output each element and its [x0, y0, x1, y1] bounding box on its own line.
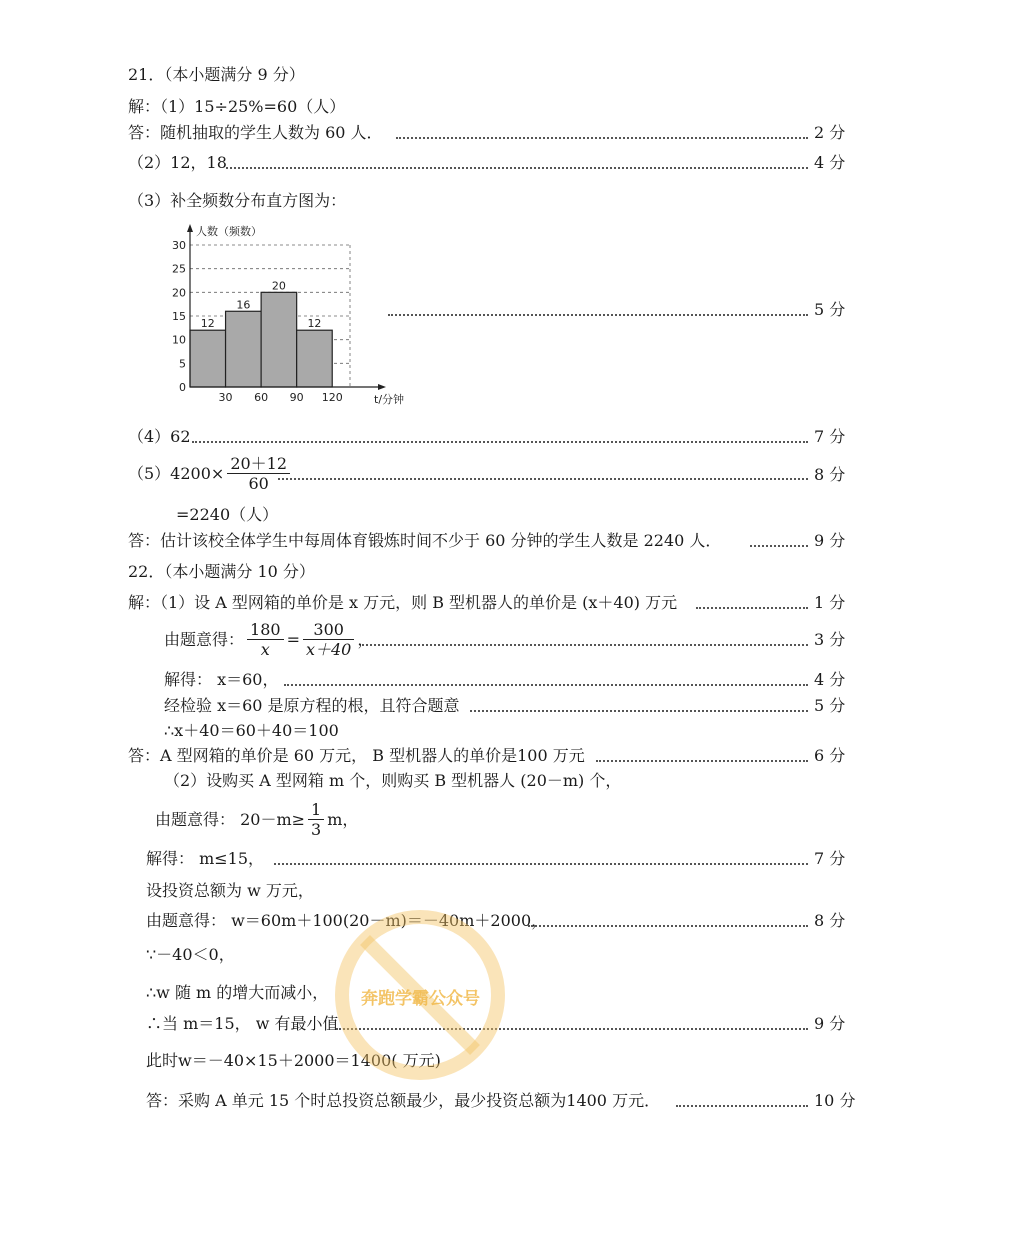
- score-label: 4 分: [814, 153, 846, 172]
- y-axis-title: 人数（频数）: [196, 225, 262, 238]
- x-tick-label: 90: [289, 391, 304, 404]
- leader-dots: [278, 478, 808, 480]
- bar-value-label: 12: [307, 317, 322, 331]
- leader-dots: [284, 684, 808, 686]
- q22-line14: ∴当 m＝15， w 有最小值: [146, 1014, 339, 1033]
- fraction: [308, 801, 324, 840]
- equation-suffix: ，: [357, 630, 374, 649]
- leader-dots: [528, 925, 808, 927]
- score-label: 10 分: [814, 1091, 856, 1110]
- q21-part3: （3）补全频数分布直方图为：: [128, 191, 347, 210]
- q22-line9: 解得： m≤15，: [146, 849, 265, 868]
- leader-dots: [750, 545, 808, 547]
- fraction-denominator: x＋40: [305, 640, 352, 659]
- y-tick-label: 20: [172, 286, 186, 300]
- q21-part2: （2）12，18: [128, 153, 227, 172]
- equals-sign: =: [286, 630, 300, 649]
- fraction-denominator: 60: [248, 474, 269, 493]
- y-tick-label: 30: [172, 239, 186, 252]
- leader-dots: [470, 710, 808, 712]
- score-label: 9 分: [814, 1014, 846, 1033]
- q22-line13: ∴w 随 m 的增大而减小，: [146, 983, 329, 1002]
- q21-part4: （4）62: [128, 427, 191, 446]
- fraction-right: [303, 621, 354, 660]
- score-label: 5 分: [814, 696, 846, 715]
- frequency-histogram: [160, 220, 405, 410]
- leader-dots: [696, 607, 808, 609]
- fraction-left: [247, 621, 284, 660]
- bar-value-label: 12: [200, 317, 215, 331]
- q22-line5: ∴x＋40＝60＋40＝100: [164, 721, 339, 740]
- y-tick-label: 25: [172, 262, 186, 276]
- fraction-denominator: 3: [311, 820, 322, 839]
- q22-inequality: [155, 798, 358, 842]
- leader-dots: [226, 167, 808, 169]
- y-tick-label: 10: [172, 333, 186, 347]
- score-label: 8 分: [814, 465, 846, 484]
- watermark-text: 奔跑学霸公众号: [361, 989, 480, 1009]
- bar-value-label: 16: [236, 298, 251, 312]
- inequality-prefix: 由题意得： 20－m≥: [155, 810, 306, 829]
- y-tick-label: 0: [179, 381, 186, 394]
- q21-title: 21．（本小题满分 9 分）: [128, 65, 305, 84]
- q22-line1: 解：（1）设 A 型网箱的单价是 x 万元，则 B 型机器人的单价是 (x＋40) 万元: [128, 593, 678, 612]
- q22-line6: 答：A 型网箱的单价是 60 万元， B 型机器人的单价是100 万元: [128, 746, 585, 765]
- q22-line11: 由题意得： w＝60m＋100(20－m)＝－40m＋2000，: [146, 911, 548, 930]
- fraction-numerator: 300: [303, 621, 354, 640]
- fraction-numerator: 1: [308, 801, 324, 820]
- q22-line12: ∵－40＜0，: [146, 945, 235, 964]
- score-label: 7 分: [814, 849, 846, 868]
- q22-title: 22．（本小题满分 10 分）: [128, 562, 315, 581]
- q21-part1-answer: 答：随机抽取的学生人数为 60 人．: [128, 123, 383, 142]
- score-label: 1 分: [814, 593, 846, 612]
- q22-line16: 答：采购 A 单元 15 个时总投资总额最少，最少投资总额为1400 万元．: [146, 1091, 661, 1110]
- histogram-bar: [261, 292, 297, 387]
- histogram-bar: [297, 330, 333, 387]
- q22-line3: 解得： x＝60，: [164, 670, 279, 689]
- q21-part5-result: =2240（人）: [176, 505, 279, 524]
- y-tick-label: 15: [172, 310, 186, 323]
- fraction-numerator: 20＋12: [227, 455, 290, 474]
- bar-value-label: 20: [271, 279, 286, 293]
- x-axis-arrow: [378, 384, 386, 390]
- score-label: 2 分: [814, 123, 846, 142]
- q22-line15: 此时w＝－40×15＋2000＝1400( 万元): [146, 1051, 441, 1070]
- y-axis-arrow: [187, 224, 193, 232]
- leader-dots: [676, 1105, 808, 1107]
- inequality-suffix: m，: [327, 810, 359, 829]
- score-label: 9 分: [814, 531, 846, 550]
- histogram-bar: [190, 330, 226, 387]
- leader-dots: [388, 314, 808, 316]
- x-tick-label: 30: [218, 391, 233, 404]
- q21-part1-solution: 解：（1）15÷25%=60（人）: [128, 97, 346, 116]
- q21-part5-answer: 答：估计该校全体学生中每周体育锻炼时间不少于 60 分钟的学生人数是 2240 人．: [128, 531, 722, 550]
- leader-dots: [274, 863, 808, 865]
- score-label: 4 分: [814, 670, 846, 689]
- score-label: 7 分: [814, 427, 846, 446]
- q22-line7: （2）设购买 A 型网箱 m 个，则购买 B 型机器人 (20－m) 个，: [164, 771, 622, 790]
- score-label: 8 分: [814, 911, 846, 930]
- equation-prefix: 由题意得：: [164, 630, 245, 649]
- score-label: 3 分: [814, 630, 846, 649]
- fraction-numerator: 180: [247, 621, 284, 640]
- score-label: 5 分: [814, 300, 846, 319]
- leader-dots: [396, 137, 808, 139]
- x-tick-label: 120: [321, 391, 343, 404]
- x-axis-title: t/分钟: [374, 393, 405, 406]
- q22-equation: [164, 618, 373, 662]
- fraction-denominator: x: [260, 640, 270, 659]
- leader-dots: [596, 760, 808, 762]
- q21-part5-expression: [128, 454, 293, 494]
- fraction: [227, 455, 290, 494]
- score-label: 6 分: [814, 746, 846, 765]
- q22-line4: 经检验 x＝60 是原方程的根，且符合题意: [164, 696, 460, 715]
- histogram-bar: [226, 311, 262, 387]
- leader-dots: [192, 441, 808, 443]
- y-tick-label: 5: [179, 357, 186, 371]
- part5-prefix: （5）4200×: [128, 464, 225, 483]
- x-tick-label: 60: [254, 391, 269, 404]
- q22-line10: 设投资总额为 w 万元，: [146, 881, 314, 900]
- leader-dots: [362, 644, 808, 646]
